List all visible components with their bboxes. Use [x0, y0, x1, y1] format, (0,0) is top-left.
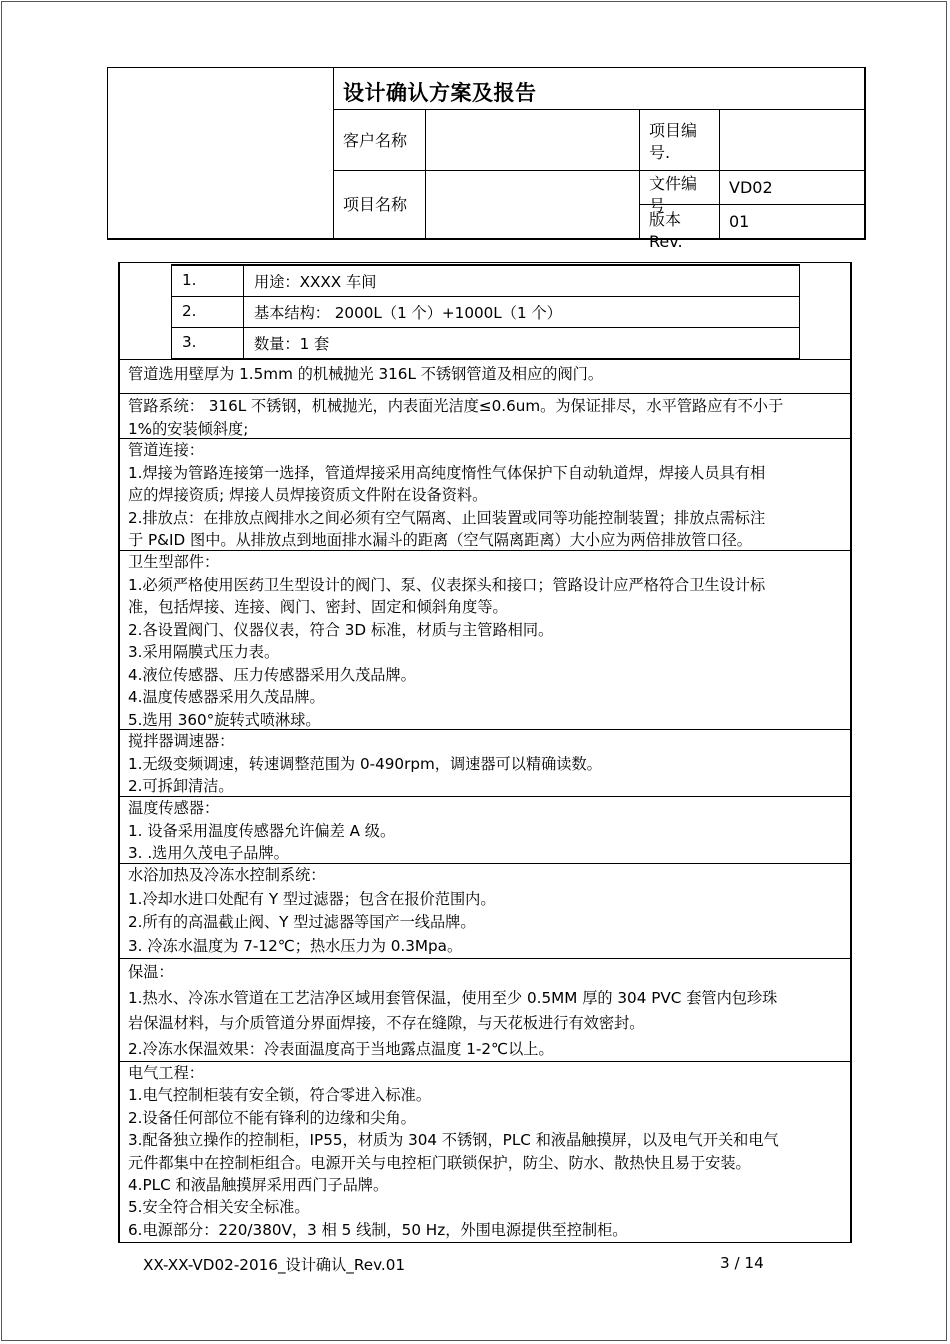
section-water-control: 水浴加热及冷冻水控制系统： 1.冷却水进口处配有 Y 型过滤器；包含在报价范围内。 2.所有的高温截止阀、Y 型过滤器等国产一线品牌。 3. 冷冻水温度为 7-12℃；热水压力为 0.3Mpa。 [119, 863, 851, 959]
file-no-label: 文件编 号 [649, 174, 698, 215]
section-pipe-material: 管道选用壁厚为 1.5mm 的机械抛光 316L 不锈钢管道及相应的阀门。 [119, 359, 851, 394]
section-pipe-connection: 管道连接： 1.焊接为管路连接第一选择，管道焊接采用高纯度惰性气体保护下自动轨道焊，焊接人员具有相 应的焊接资质; 焊接人员焊接资质文件附在设备资料。 2.排放点：在排放点阀排水之间必须有空气隔离、止回装置或同等功能控制装置；排放点需标注 于 P&ID 图中。从排放点到地面排水漏斗的距离（空气隔离距离）大小应为两倍排放管口径。 [119, 438, 851, 551]
document-header [107, 67, 866, 251]
project-name-label: 项目名称 [343, 195, 408, 214]
file-no-value: VD02 [729, 178, 773, 197]
version-value: 01 [729, 212, 750, 231]
customer-name-label: 客户名称 [343, 131, 408, 150]
list-item: 2. 基本结构： 2000L（1 个）+1000L（1 个） [172, 296, 799, 328]
list-item: 1. 用途：XXXX 车间 [172, 265, 799, 297]
list-item: 3. 数量：1 套 [172, 327, 799, 359]
section-insulation: 保温： 1.热水、冷冻水管道在工艺洁净区域用套管保温，使用至少 0.5MM 厚的 304 PVC 套管内包珍珠 岩保温材料，与介质管道分界面焊接，不存在缝隙，与天花板进行有效密封。 2.冷冻水保温效果：冷表面温度高于当地露点温度 1-2℃以上。 [119, 958, 851, 1062]
section-temp-sensor: 温度传感器： 1. 设备采用温度传感器允许偏差 A 级。 3. .选用久茂电子品牌。 [119, 796, 851, 864]
section-agitator: 搅拌器调速器： 1.无级变频调速，转速调整范围为 0-490rpm，调速器可以精确读数。 2.可拆卸清洁。 [119, 729, 851, 797]
project-no-label: 项目编 号. [649, 121, 698, 162]
version-label: 版本 Rev. [649, 210, 683, 251]
footer-doc-id: XX-XX-VD02-2016_设计确认_Rev.01 [143, 1256, 406, 1274]
section-pipe-system: 管路系统： 316L 不锈钢，机械抛光，内表面光洁度≤0.6um。为保证排尽，水平管路应有不小于 1%的安装倾斜度; [119, 393, 851, 441]
footer-page-number: 3 / 14 [720, 1254, 764, 1272]
document-title: 设计确认方案及报告 [343, 81, 537, 105]
section-sanitary-parts: 卫生型部件： 1.必须严格使用医药卫生型设计的阀门、泵、仪表探头和接口；管路设计应严格符合卫生设计标 准，包括焊接、连接、阀门、密封、固定和倾斜角度等。 2.各设置阀门、仪器仪表，符合 3D 标准，材质与主管路相同。 3.采用隔膜式压力表。 4.液位传感器、压力传感器采用久茂品牌。 4.温度传感器采用久茂品牌。 5.选用 360°旋转式喷淋球。 [119, 550, 851, 730]
spec-list [171, 264, 800, 359]
section-electrical: 电气工程： 1.电气控制柜装有安全锁，符合零进入标准。 2.设备任何部位不能有锋利的边缘和尖角。 3.配备独立操作的控制柜，IP55，材质为 304 不锈钢，PLC 和液晶触摸屏，以及电气开关和电气 元件都集中在控制柜组合。电源开关与电控柜门联锁保护，防尘、防水、散热快且易于安装。 4.PLC 和液晶触摸屏采用西门子品牌。 5.安全符合相关安全标准。 6.电源部分：220/380V，3 相 5 线制，50 Hz，外围电源提供至控制柜。 [119, 1061, 851, 1242]
